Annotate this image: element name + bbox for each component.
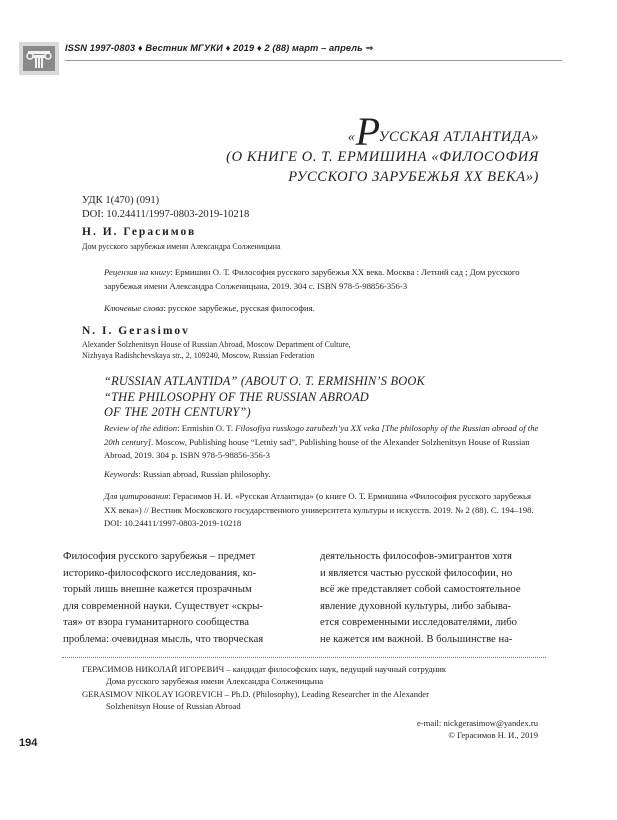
title-en-line1: “RUSSIAN ATLANTIDA” (ABOUT O. T. ERMISHIN’S BOOK	[104, 374, 425, 388]
body-line: тая» от взора гуманитарного сообщества	[63, 616, 250, 628]
separator: ♦	[137, 43, 143, 53]
author-affiliation-en-2: Nizhyaya Radishchevskaya str., 2, 109240, Moscow, Russian Federation	[82, 351, 315, 360]
body-line: проблема: очевидная мысль, что творческая	[63, 632, 264, 645]
column-capital-icon	[19, 42, 59, 75]
review-en: Review of the edition: Ermishin O. T. Filosofiya russkogo zarubezh’ya XX veka [The philosophy of the Russian abroad of the 20th century]. Moscow, Publishing house “Letniy sad”, Publishing house of the Alexander Solzhenitsyn House of Russian Abroad, 2019. 304 p. ISBN 978-5-98856-356-3	[104, 423, 539, 460]
keywords-en-label: Keywords	[104, 469, 139, 479]
author-affiliation-ru: Дом русского зарубежья имени Александра Солженицына	[82, 242, 281, 251]
review-ru-text: : Ермишин О. Т. Философия русского зарубежья XX века. Москва : Летний сад ; Дом русского зарубежья имени Александра Солженицына, 2019. 304 с. ISBN 978-5-98856-356-3	[104, 267, 520, 291]
author-affiliation-en-1: Alexander Solzhenitsyn House of Russian Abroad, Moscow Department of Culture,	[82, 340, 351, 349]
author-info-ru-line1: ГЕРАСИМОВ НИКОЛАЙ ИГОРЕВИЧ – кандидат философских наук, ведущий научный сотрудник	[82, 664, 447, 674]
arrow-icon: ⇒	[365, 43, 374, 53]
body-line: не кажется им важной. В большинстве на-	[320, 632, 513, 645]
author-name-en: N. I. Gerasimov	[82, 325, 190, 337]
separator: ♦	[225, 43, 231, 53]
keywords-en-text: : Russian abroad, Russian philosophy.	[138, 469, 271, 479]
header-divider	[65, 60, 562, 61]
title-ru-line2: (О КНИГЕ О. Т. ЕРМИШИНА «ФИЛОСОФИЯ	[226, 149, 539, 165]
footnote-divider	[62, 657, 546, 658]
keywords-ru-label: Ключевые слова	[104, 303, 164, 313]
body-line: всё же представляет собой самостоятельное	[320, 583, 521, 595]
issn: ISSN 1997-0803	[65, 43, 136, 53]
body-column-left	[63, 548, 281, 647]
body-line: явление духовной культуры, либо забыва-	[320, 599, 512, 612]
journal-name: Вестник МГУКИ	[145, 43, 223, 53]
email: e-mail: nickgerasimow@yandex.ru	[416, 718, 538, 728]
title-ru-line1: «РУССКАЯ АТЛАНТИДА»	[347, 109, 539, 154]
keywords-en	[104, 468, 544, 482]
page-number: 194	[19, 737, 38, 749]
author-info-en	[82, 689, 552, 712]
review-en-label: Review of the edition	[104, 423, 178, 433]
body-line: для современной науки. Существует «скры-	[63, 599, 263, 612]
separator: ♦	[256, 43, 262, 53]
keywords-ru	[104, 302, 544, 316]
article-title-en	[104, 374, 544, 421]
body-line: Философия русского зарубежья – предмет	[63, 550, 256, 562]
citation-label: Для цитирования	[104, 491, 169, 501]
udk: УДК 1(470) (091)	[82, 195, 160, 206]
keywords-ru-text: : русское зарубежье, русская философия.	[163, 303, 315, 313]
citation	[104, 490, 544, 531]
doi: DOI: 10.24411/1997-0803-2019-10218	[82, 209, 250, 220]
body-line: торый лишь внешне кажется прозрачным	[63, 583, 252, 595]
author-info-en-line2: Solzhenitsyn House of Russian Abroad	[106, 700, 241, 711]
journal-header	[65, 43, 373, 54]
body-line: ется современными исследователями, либо	[320, 616, 517, 628]
copyright: © Герасимов Н. И., 2019	[448, 730, 538, 740]
author-info-ru-line2: Дома русского зарубежья имени Александра Солженицына	[106, 675, 324, 686]
issue: 2 (88) март – апрель	[264, 43, 363, 53]
body-column-right	[320, 548, 546, 647]
review-en-book-title: Filosofiya russkogo zarubezh’ya XX veka [The philosophy of the Russian abroad of the 20th century]	[104, 423, 539, 447]
title-en-line2: “THE PHILOSOPHY OF THE RUSSIAN ABROAD	[104, 389, 369, 404]
author-info-ru	[82, 664, 552, 687]
title-en-line3: OF THE 20TH CENTURY”)	[104, 405, 251, 419]
body-line: историко-философского исследования, ко-	[63, 566, 257, 579]
title-ru-line3: РУССКОГО ЗАРУБЕЖЬЯ XX ВЕКА»)	[288, 169, 539, 185]
year: 2019	[233, 43, 255, 53]
author-info-en-line1: GERASIMOV NIKOLAY IGOREVICH – Ph.D. (Philosophy), Leading Researcher in the Alexander	[82, 689, 429, 699]
body-line: и является частью русской философии, но	[320, 566, 513, 579]
citation-text: : Герасимов Н. И. «Русская Атлантида» (о книге О. Т. Ермишина «Философия русского зарубежья XX века») // Вестник Московского государственного университета культуры и искусств. 2019. № 2 (88). С. 194–198. DOI: 10.24411/1997-0803-2019-10218	[104, 491, 534, 528]
contact	[417, 717, 538, 741]
review-ru-label: Рецензия на книгу	[104, 267, 171, 277]
author-name-ru: Н. И. Герасимов	[82, 226, 197, 238]
body-line: деятельность философов-эмигрантов хотя	[320, 550, 512, 562]
drop-cap: Р	[355, 109, 381, 154]
review-ru	[104, 266, 544, 293]
article-title-ru	[119, 109, 539, 187]
